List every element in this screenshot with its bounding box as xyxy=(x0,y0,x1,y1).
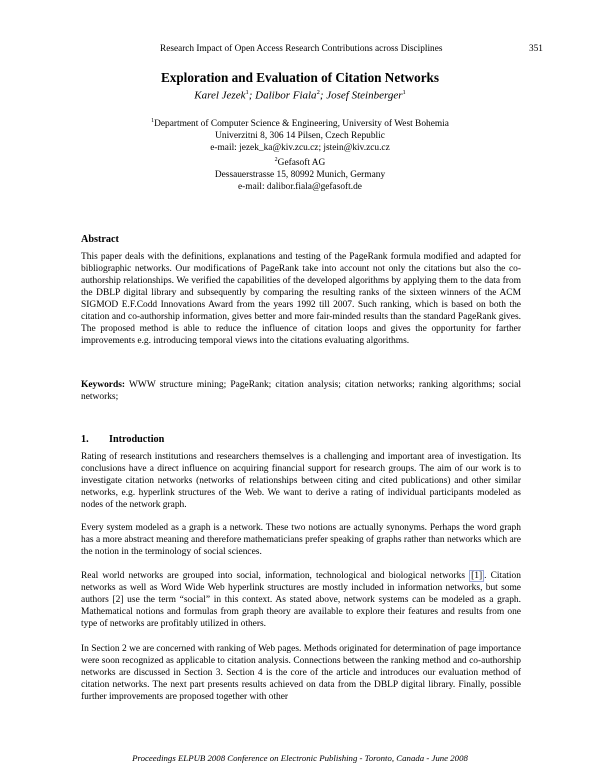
affiliation-line: Univerzitni 8, 306 14 Pilsen, Czech Republic xyxy=(215,131,385,142)
author-affiliation-mark: 1 xyxy=(402,89,406,96)
affiliation-line xyxy=(0,115,600,130)
intro-paragraph-3 xyxy=(81,570,521,630)
intro-p3-text: . Citation networks as well as Word Wide Web hyperlink structures are mostly included in information networks, but some authors [2] use the term “social” in this context. As stated above, network systems can be modeled as a graph. Mathematical notions and formulas from graph theory are available to explore their features and results from one type of networks are profitably utilized in others. xyxy=(81,571,521,629)
citation-link[interactable]: [1] xyxy=(471,571,483,581)
intro-p3-text: Real world networks are grouped into social, information, technological and biological networks xyxy=(81,571,470,581)
affiliation-block xyxy=(0,115,600,193)
affiliation-email: e-mail: dalibor.fiala@gefasoft.de xyxy=(238,182,362,193)
running-title: Research Impact of Open Access Research Contributions across Disciplines xyxy=(160,44,443,54)
author-name: Karel Jezek xyxy=(194,89,246,102)
keywords-text: WWW structure mining; PageRank; citation analysis; citation networks; ranking algorithms; social networks; xyxy=(81,380,521,402)
affiliation-mark: 2 xyxy=(274,157,278,164)
abstract-heading: Abstract xyxy=(81,234,119,245)
author-affiliation-mark: 1 xyxy=(245,89,249,96)
intro-paragraph-1: Rating of research institutions and researchers themselves is a challenging and important area of investigation. Its conclusions have a direct influence on acquiring financial support for research groups. The aim of our work is to investigate citation networks (networks of relationships between citing and cited publications) and other similar networks, e.g. hyperlink structures of the Web. We want to derive a rating of individual participants modeled as nodes of the network graph. xyxy=(81,452,521,510)
affiliation-line: Dessauerstrasse 15, 80992 Munich, Germany xyxy=(214,170,386,181)
paper-title: Exploration and Evaluation of Citation Networks xyxy=(160,70,440,85)
keywords-label: Keywords: xyxy=(81,380,126,390)
section-heading-introduction xyxy=(81,434,164,445)
affiliation-mark: 1 xyxy=(151,118,155,124)
author-separator: ; xyxy=(248,89,256,102)
affiliation-line xyxy=(0,154,600,169)
author-affiliation-mark: 2 xyxy=(316,89,320,96)
affiliation-text: Gefasoft AG xyxy=(277,158,326,169)
affiliation-email: e-mail: jezek_ka@kiv.zcu.cz; jstein@kiv.zcu.cz xyxy=(210,143,390,154)
page-footer: Proceedings ELPUB 2008 Conference on Electronic Publishing - Toronto, Canada - June 2008 xyxy=(132,753,468,763)
abstract-body: This paper deals with the definitions, explanations and testing of the PageRank formula modified and adapted for bibliographic networks. Our modifications of PageRank take into account not only the citations but also the co-authorship relationships. We verified the capabilities of the developed algorithms by applying them to the data from the DBLP digital library and subsequently by comparing the resulting ranks of the sixteen winners of the ACM SIGMOD E.F.Codd Innovations Award from the years 1992 till 2007. Such ranking, which is based on both the citation and co-authorship information, gives better and more fair-minded results than the standard PageRank gives. The proposed method is able to reduce the influence of citation loops and gives the opportunity for farther improvements e.g. introducing temporal views into the citations evaluating algorithms. xyxy=(81,252,521,346)
intro-paragraph-4: In Section 2 we are concerned with ranking of Web pages. Methods originated for determination of page importance were soon recognized as applicable to citation analysis. Connections between the ranking method and co-authorship networks are discussed in Section 3. Section 4 is the core of the article and introduces our evaluation method of citation networks. The next part presents results achieved on data from the DBLP digital library. Finally, possible further improvements are proposed together with other xyxy=(81,644,521,702)
author-name: Dalibor Fiala xyxy=(255,89,317,102)
intro-paragraph-2: Every system modeled as a graph is a network. These two notions are actually synonyms. Perhaps the word graph has a more abstract meaning and therefore mathematicians prefer speaking of graphs rather than networks which are the notion in the terminology of social sciences. xyxy=(81,523,521,557)
affiliation-text: Department of Computer Science & Engineering, University of West Bohemia xyxy=(154,119,449,130)
section-number: 1. xyxy=(81,434,89,445)
author-name: Josef Steinberger xyxy=(326,89,403,102)
page-number: 351 xyxy=(529,44,543,54)
author-separator: ; xyxy=(319,89,327,102)
keywords xyxy=(81,379,521,403)
author-list xyxy=(0,89,600,102)
section-title: Introduction xyxy=(109,434,165,445)
